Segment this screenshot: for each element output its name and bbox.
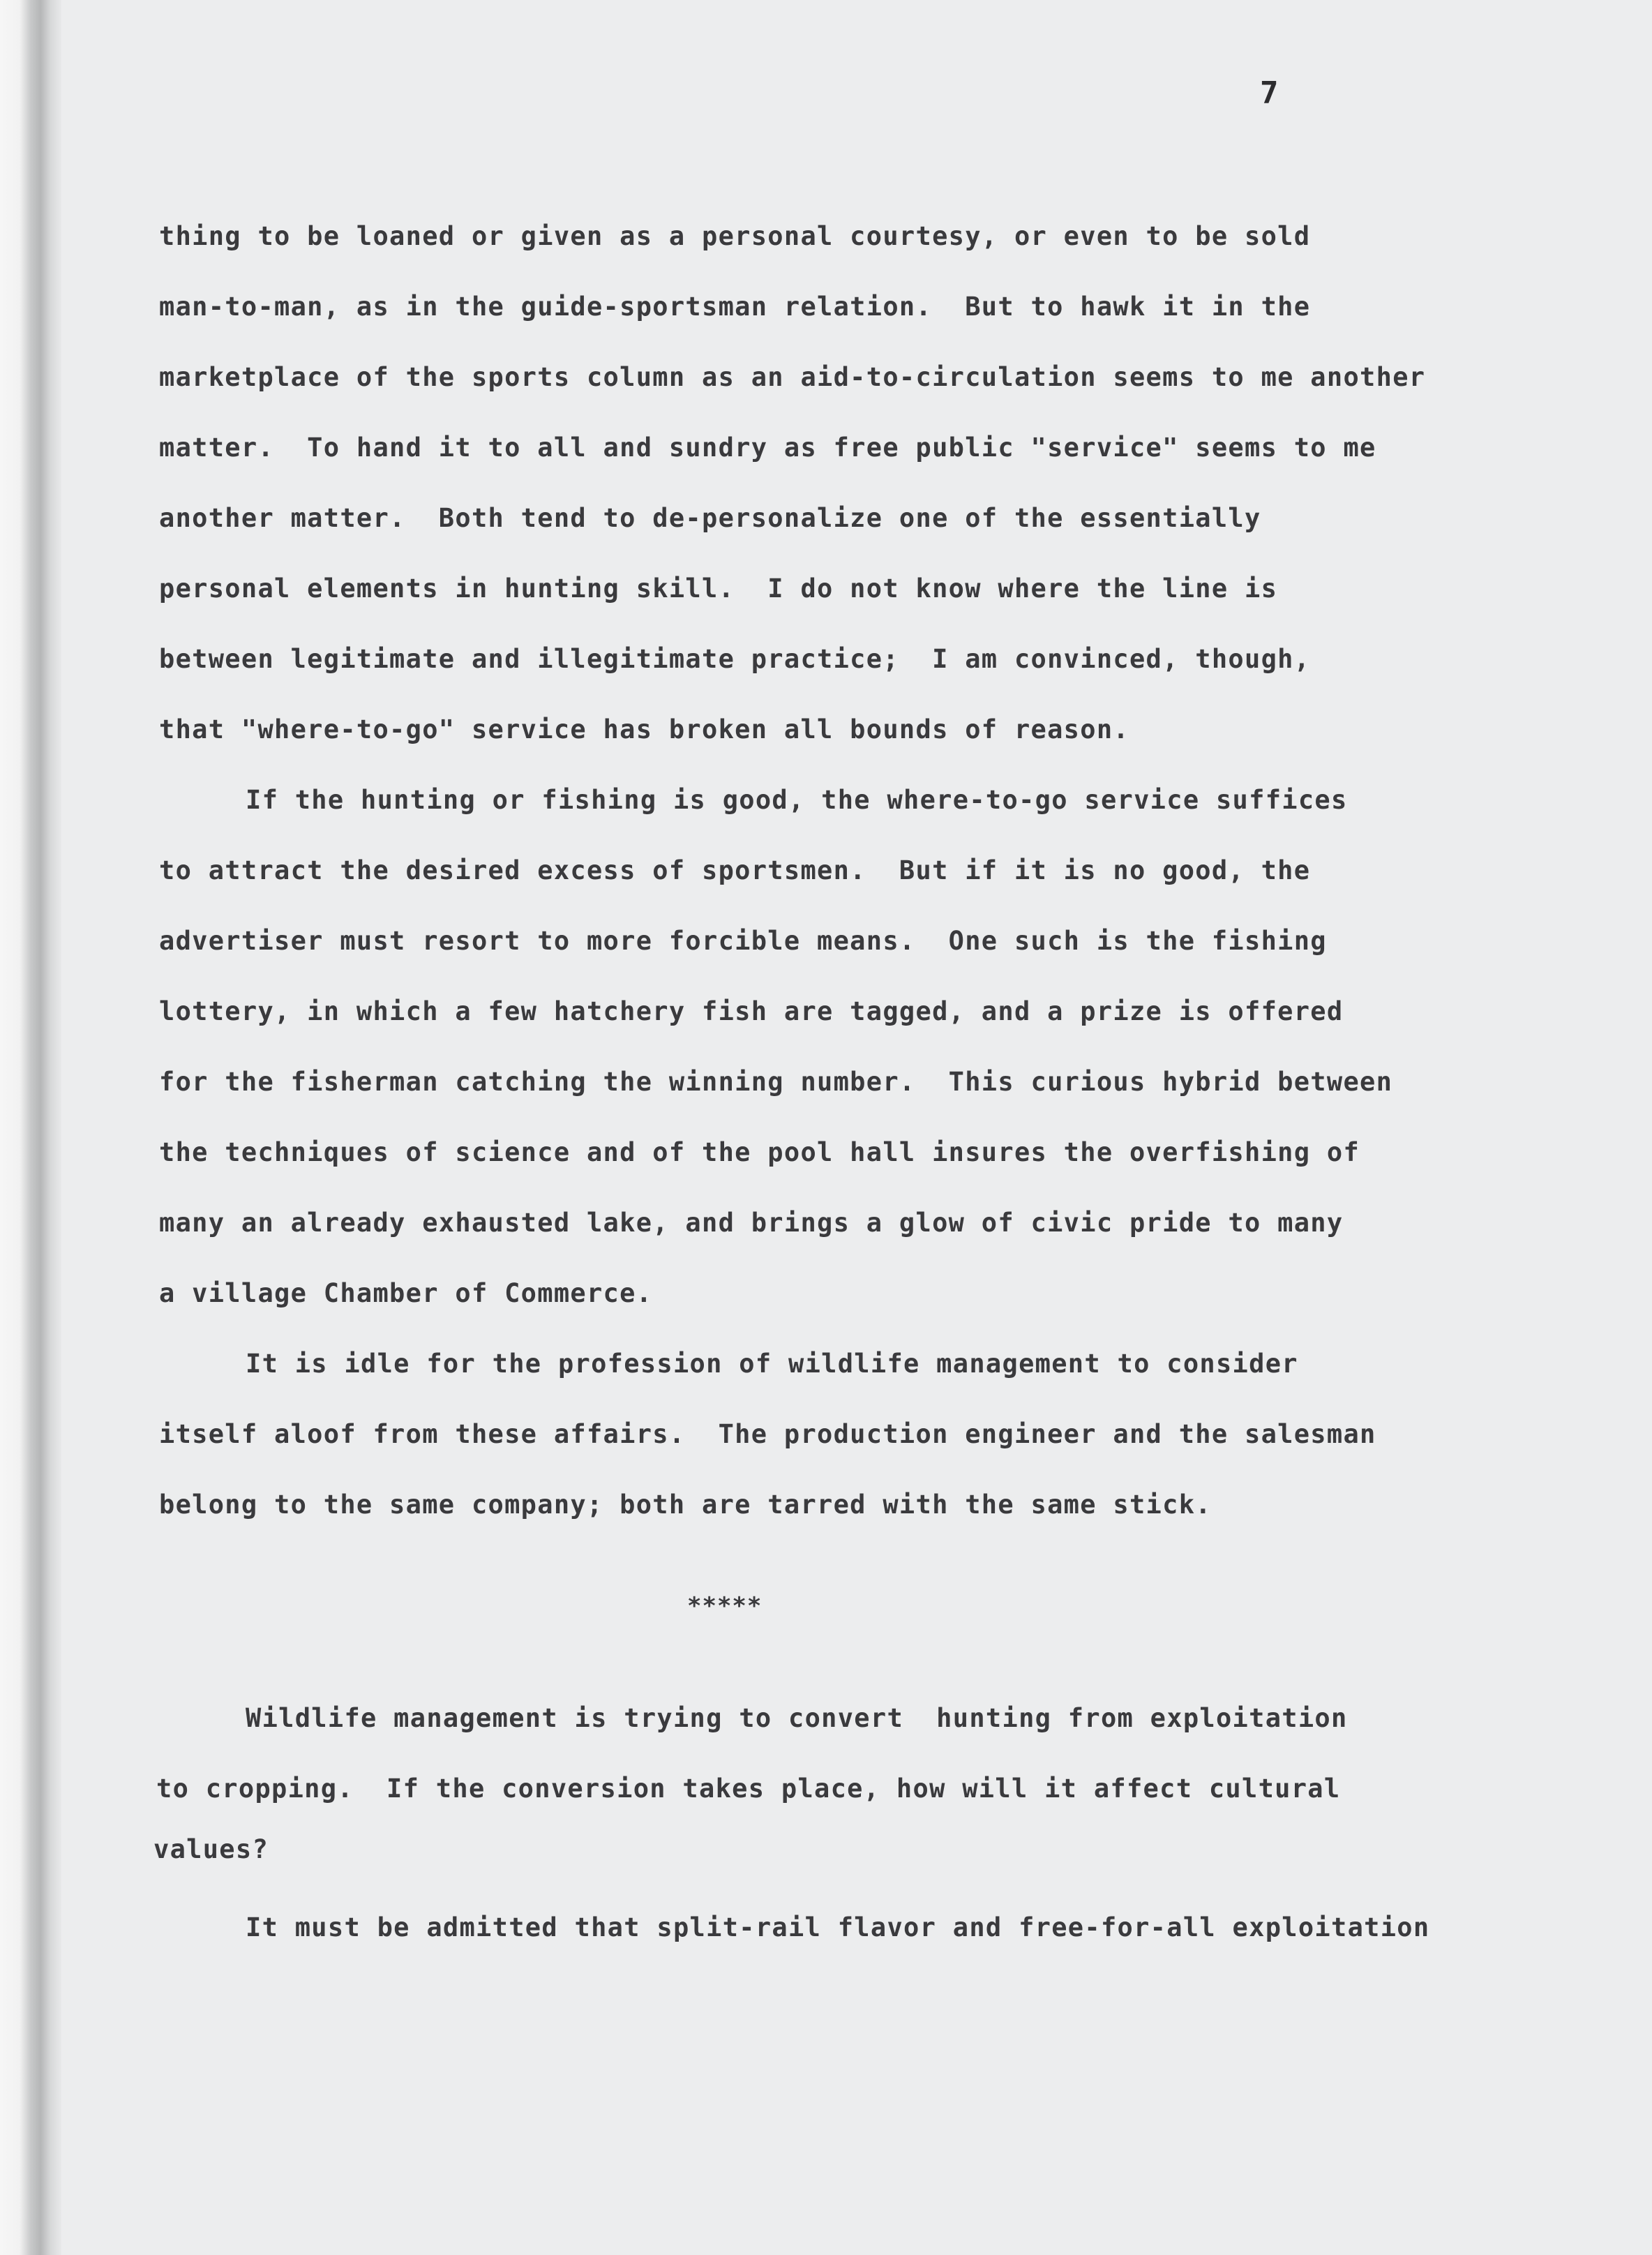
text-line: values?: [153, 1834, 269, 1864]
text-line: thing to be loaned or given as a personal courtesy, or even to be sold: [159, 221, 1311, 251]
text-line: a village Chamber of Commerce.: [159, 1278, 653, 1308]
text-line: If the hunting or fishing is good, the where-to-go service suffices: [246, 785, 1348, 815]
text-line: It must be admitted that split-rail flavor and free-for-all exploitation: [246, 1912, 1430, 1942]
text-line: man-to-man, as in the guide-sportsman relation. But to hawk it in the: [159, 292, 1311, 322]
text-line: between legitimate and illegitimate practice; I am convinced, though,: [159, 644, 1311, 674]
text-line: It is idle for the profession of wildlife management to consider: [246, 1349, 1298, 1379]
text-line: another matter. Both tend to de-personalize one of the essentially: [159, 503, 1261, 533]
page-binding-edge: [0, 0, 61, 2255]
text-line: to cropping. If the conversion takes place, how will it affect cultural: [156, 1774, 1341, 1804]
text-line: many an already exhausted lake, and brings a glow of civic pride to many: [159, 1208, 1344, 1238]
text-line: personal elements in hunting skill. I do not know where the line is: [159, 574, 1278, 604]
text-line: the techniques of science and of the pool hall insures the overfishing of: [159, 1137, 1360, 1167]
text-line: marketplace of the sports column as an aid-to-circulation seems to me another: [159, 362, 1426, 392]
text-line: belong to the same company; both are tarred with the same stick.: [159, 1490, 1212, 1520]
text-line: matter. To hand it to all and sundry as free public "service" seems to me: [159, 433, 1376, 463]
text-line: to attract the desired excess of sportsmen. But if it is no good, the: [159, 855, 1311, 885]
text-line: Wildlife management is trying to convert hunting from exploitation: [246, 1703, 1348, 1733]
text-line: for the fisherman catching the winning number. This curious hybrid between: [159, 1067, 1393, 1097]
section-separator: *****: [687, 1592, 763, 1620]
page-number: 7: [1260, 75, 1279, 111]
text-line: lottery, in which a few hatchery fish are tagged, and a prize is offered: [159, 996, 1344, 1026]
text-line: advertiser must resort to more forcible means. One such is the fishing: [159, 926, 1327, 956]
text-line: itself aloof from these affairs. The production engineer and the salesman: [159, 1419, 1376, 1449]
text-line: that "where-to-go" service has broken all bounds of reason.: [159, 714, 1129, 744]
